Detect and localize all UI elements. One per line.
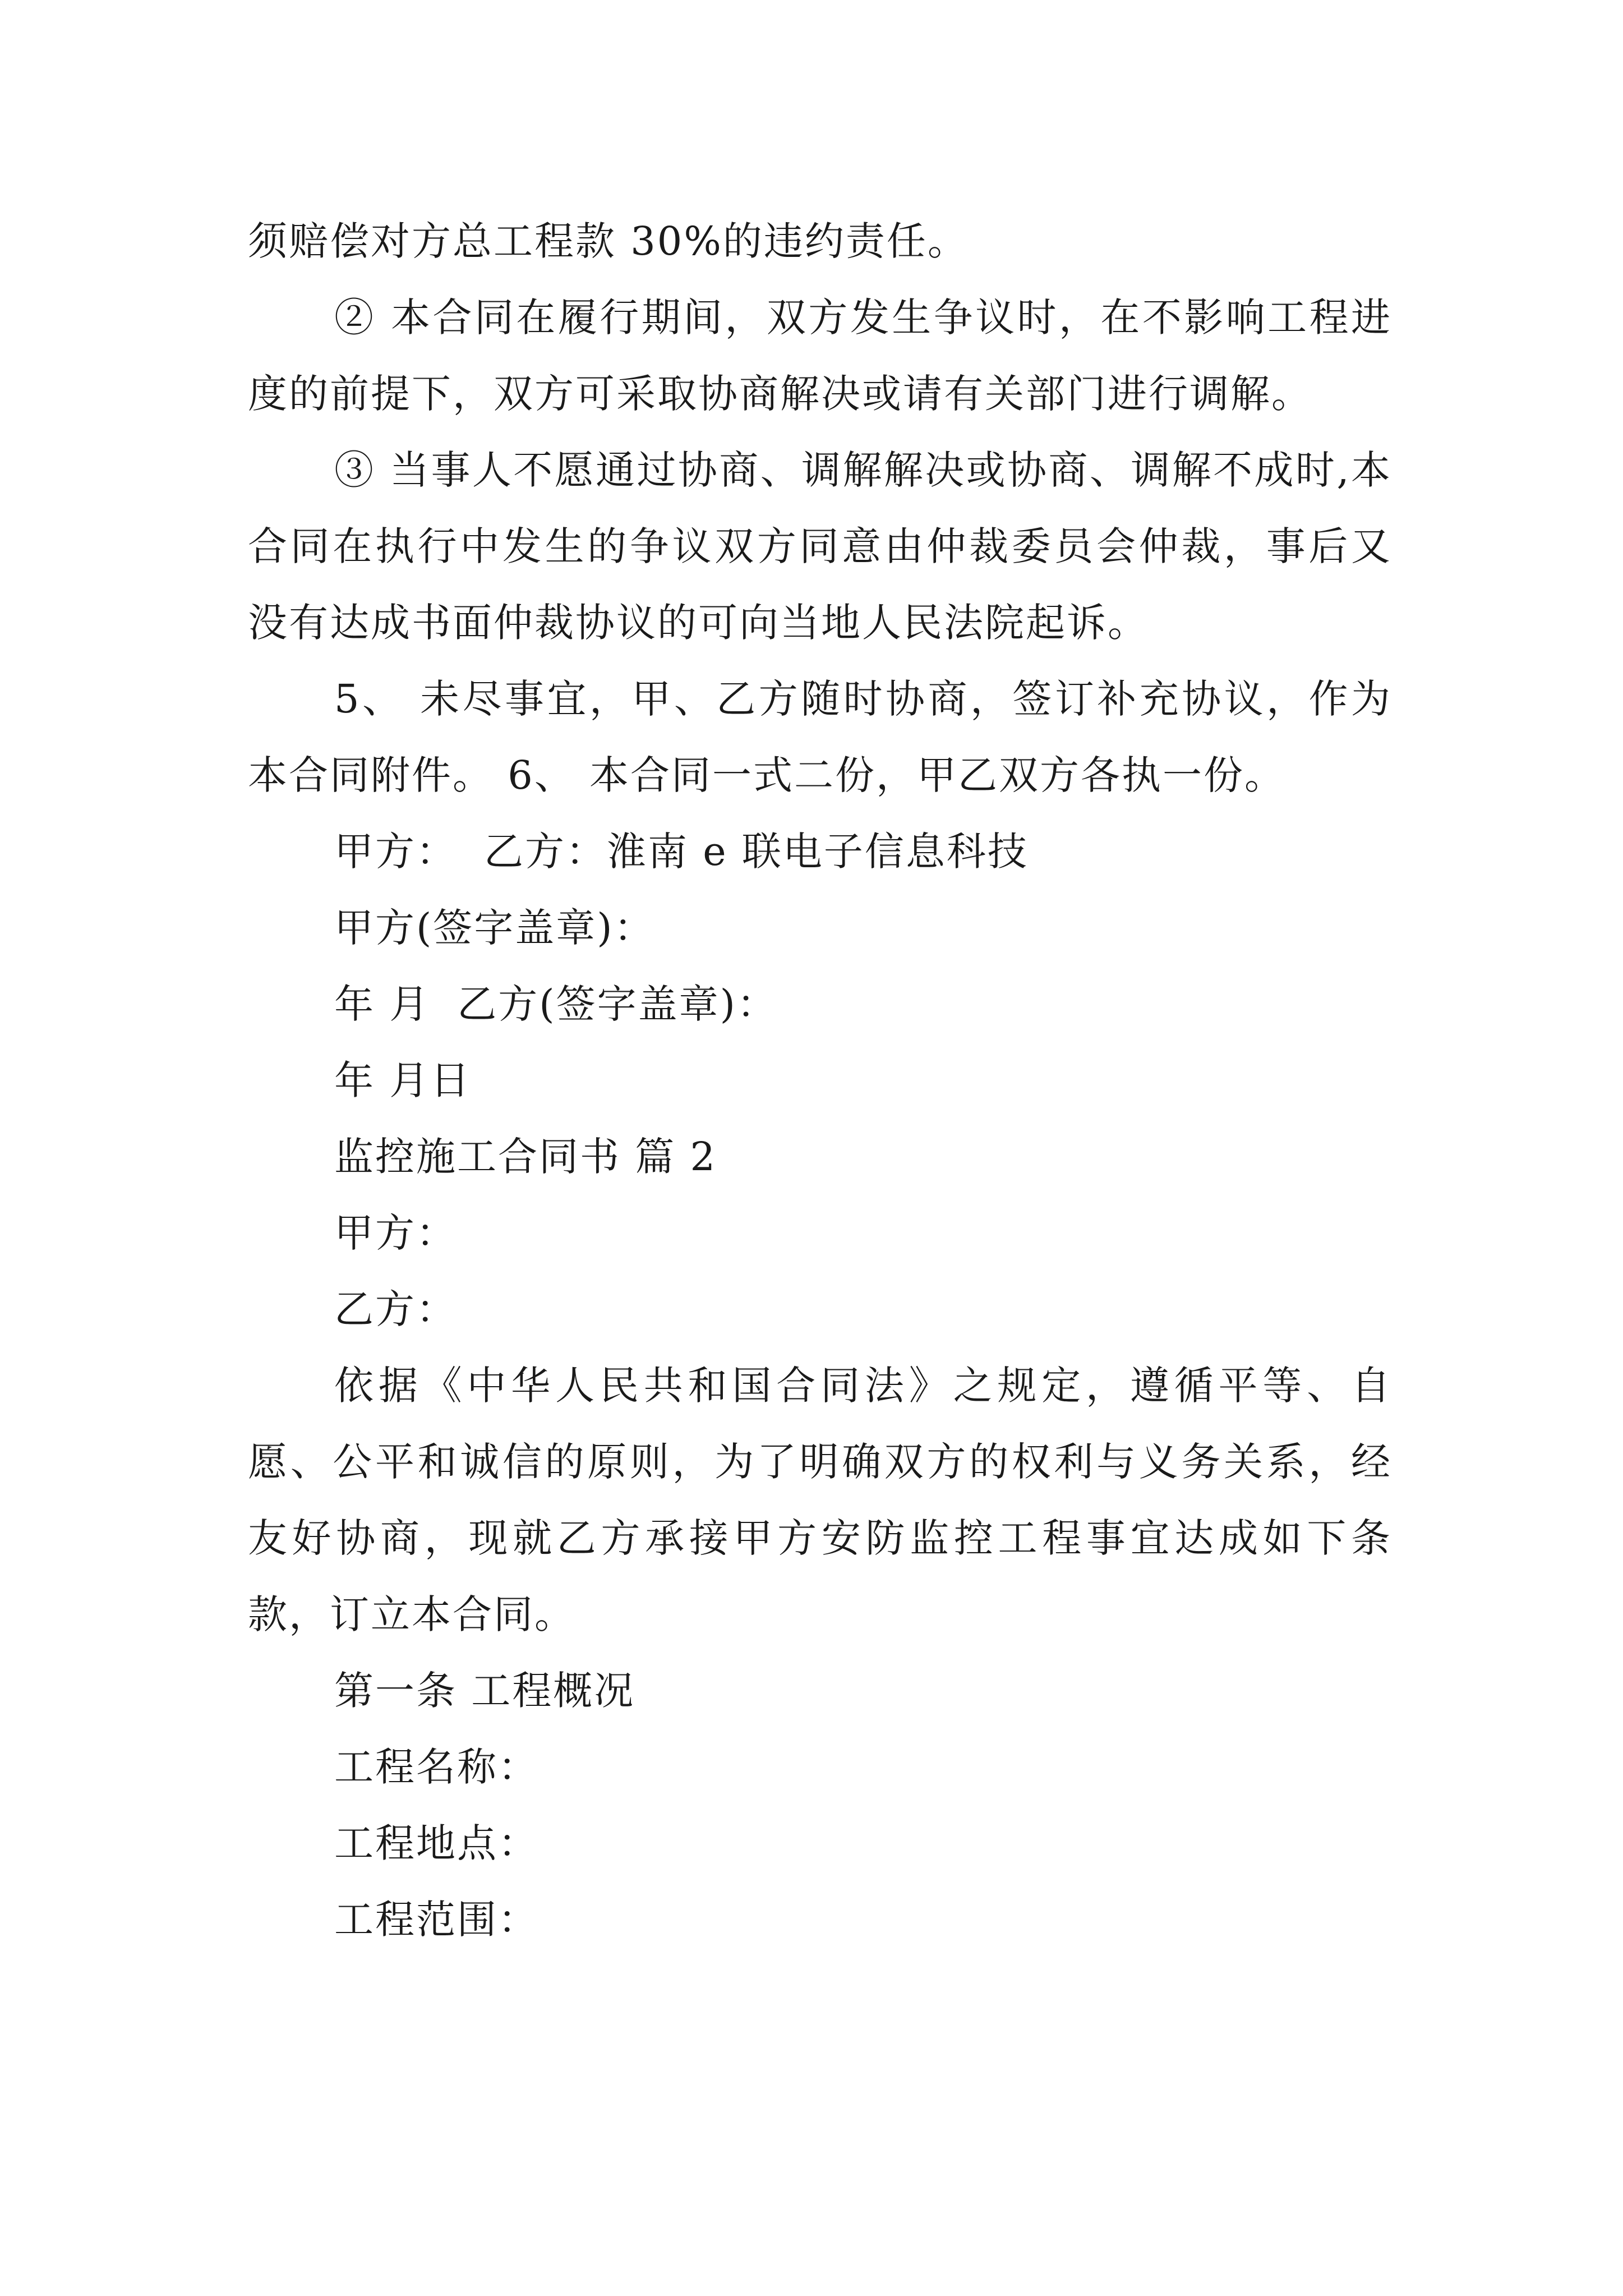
date-full: 年 月日 — [334, 1057, 472, 1103]
project-scope-field: 工程范围： — [334, 1897, 539, 1943]
party-a-field: 甲方： — [334, 1210, 457, 1256]
party-line — [248, 813, 1392, 890]
party-a-label: 甲方： — [334, 829, 457, 875]
section-title: 监控施工合同书 篇 2 — [334, 1134, 717, 1180]
party-b-signature: 乙方(签字盖章)： — [457, 981, 778, 1027]
date-year-month: 年 月 — [334, 981, 431, 1027]
party-b-company: 乙方：淮南 e 联电子信息科技 — [484, 829, 1029, 875]
project-location-field: 工程地点： — [334, 1820, 539, 1866]
paragraph-dispute-arbitration: ③ 当事人不愿通过协商、调解解决或协商、调解不成时,本合同在执行中发生的争议双方同意由仲裁委员会仲裁，事后又没有达成书面仲裁协议的可向当地人民法院起诉。 — [248, 447, 1392, 646]
party-b-field: 乙方： — [334, 1286, 457, 1332]
project-name-field: 工程名称： — [334, 1744, 539, 1790]
paragraph-supplementary: 5、 未尽事宜，甲、乙方随时协商，签订补充协议，作为本合同附件。 6、 本合同一式二份，甲乙双方各执一份。 — [248, 676, 1392, 798]
paragraph-preamble: 依据《中华人民共和国合同法》之规定，遵循平等、自愿、公平和诚信的原则，为了明确双方的权利与义务关系，经友好协商，现就乙方承接甲方安防监控工程事宜达成如下条款，订立本合同。 — [248, 1363, 1392, 1637]
article-1-heading: 第一条 工程概况 — [334, 1668, 635, 1714]
paragraph-liability: 须赔偿对方总工程款 30%的违约责任。 — [248, 218, 969, 264]
party-a-signature: 甲方(签字盖章)： — [334, 905, 655, 951]
document-body — [248, 203, 1392, 1958]
paragraph-dispute-negotiation: ② 本合同在履行期间，双方发生争议时，在不影响工程进度的前提下，双方可采取协商解决或请有关部门进行调解。 — [248, 295, 1392, 417]
date-signature-line — [248, 966, 1392, 1042]
